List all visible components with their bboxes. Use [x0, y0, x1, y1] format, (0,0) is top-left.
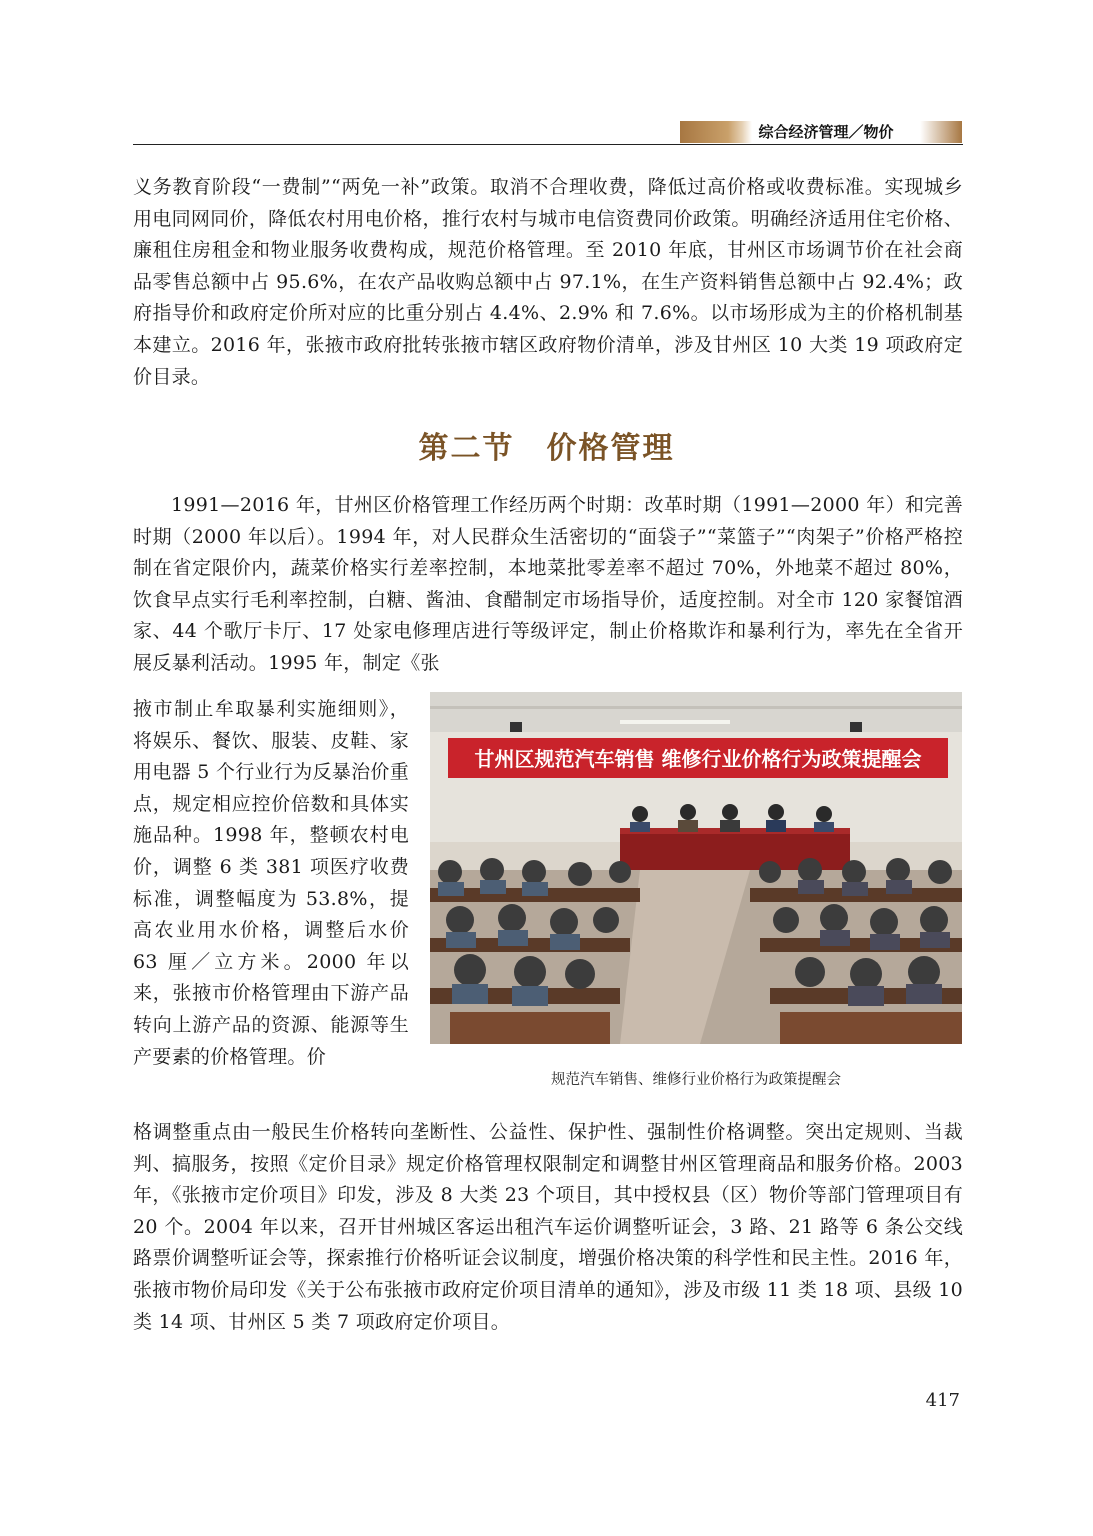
paragraph-price-policy: 义务教育阶段“一费制”“两免一补”政策。取消不合理收费，降低过高价格或收费标准。实现城乡用电同网同价，降低农村用电价格，推行农村与城市电信资费同价政策。明确经济适用住宅价格、廉租住房租金和物业服务收费构成，规范价格管理。至 2010 年底，甘州区市场调节价在社会商品零售总额中占 95.6%，在农产品收购总额中占 97.1%，在生产资料销售总额中占 92.4%；政府指导价和政府定价所对应的比重分别占 4.4%、2.9% 和 7.6%。以市场形成为主的价格机制基本建立。2016 年，张掖市政府批转张掖市辖区政府物价清单，涉及甘州区 10 大类 19 项政府定价目录。 — [133, 176, 963, 388]
photo-caption: 规范汽车销售、维修行业价格行为政策提醒会 — [551, 1072, 841, 1088]
paragraph-wrap-beside-photo: 掖市制止牟取暴利实施细则》，将娱乐、餐饮、服装、皮鞋、家用电器 5 个行业行为反暴治价重点，规定相应控价倍数和具体实施品种。1998 年，整顿农村电价，调整 6 类 381 项医疗收费标准，调整幅度为 53.8%，提高农业用水价格，调整后水价 63 厘／立方米。2000 年以来，张掖市价格管理由下游产品转向上游产品的资源、能源等生产要素的价格管理。价 — [133, 698, 409, 1068]
banner-text: 甘州区规范汽车销售 维修行业价格行为政策提醒会 — [474, 747, 922, 771]
running-header-section: 综合经济管理／物价 — [758, 123, 894, 141]
section-title: 第二节 价格管理 — [418, 431, 675, 466]
meeting-photo-illustration — [430, 692, 962, 1044]
header-rule — [133, 144, 963, 145]
page-number: 417 — [925, 1390, 960, 1411]
meeting-photo — [430, 692, 962, 1044]
paragraph-price-adjustment: 格调整重点由一般民生价格转向垄断性、公益性、保护性、强制性价格调整。突出定规则、当裁判、搞服务，按照《定价目录》规定价格管理权限制定和调整甘州区管理商品和服务价格。2003 年，《张掖市定价项目》印发，涉及 8 大类 23 个项目，其中授权县（区）物价等部门管理项目有 20 个。2004 年以来，召开甘州城区客运出租汽车运价调整听证会，3 路、21 路等 6 条公交线路票价调整听证会等，探索推行价格听证会议制度，增强价格决策的科学性和民主性。2016 年，张掖市物价局印发《关于公布张掖市政府定价项目清单的通知》，涉及市级 11 类 18 项、县级 10 类 14 项、甘州区 5 类 7 项政府定价项目。 — [133, 1121, 963, 1333]
paragraph-price-management-intro: 1991—2016 年，甘州区价格管理工作经历两个时期：改革时期（1991—2000 年）和完善时期（2000 年以后）。1994 年，对人民群众生活密切的“面袋子”“菜篮子”“肉架子”价格严格控制在省定限价内，蔬菜价格实行差率控制，本地菜批零差率不超过 70%，外地菜不超过 80%，饮食早点实行毛利率控制，白糖、酱油、食醋制定市场指导价，适度控制。对全市 120 家餐馆酒家、44 个歌厅卡厅、17 处家电修理店进行等级评定，制止价格欺诈和暴利行为，率先在全省开展反暴利活动。1995 年，制定《张 — [133, 494, 963, 674]
